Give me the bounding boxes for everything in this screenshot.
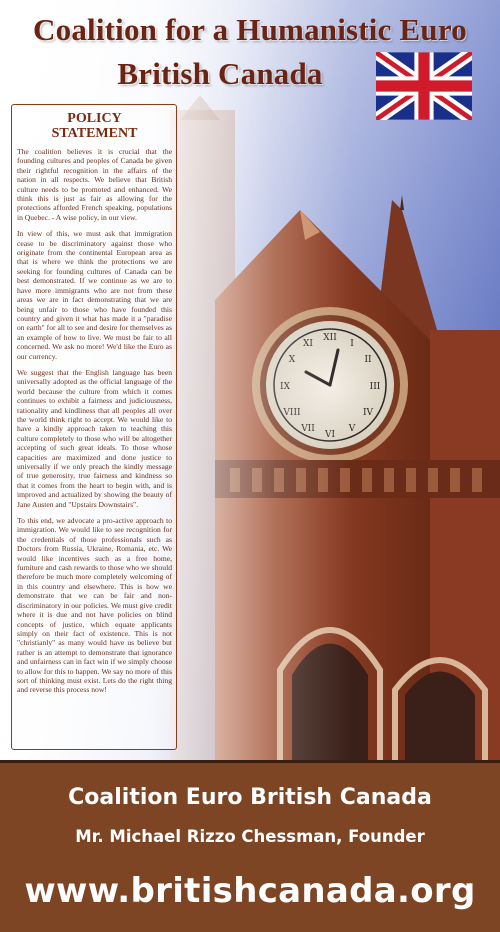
footer-founder-line: Mr. Michael Rizzo Chessman, Founder	[75, 827, 425, 846]
statement-paragraph-2: In view of this, we must ask that immigration cease to be discriminatory against those who originate from the continental European area as that is where we think the protections we are seeking for founding cultures of Canada can be best demonstrated. If we continue as we are to have more immigrants who are not from these areas we are in fact demonstrating that we are being unfair to those who have founded this country and given it what has made it a "paradise on earth" for all to see and desire for themselves as an example of how to live. We must be fair to all concerned. We ask no more! We'd like the Euro as our currency.	[17, 229, 172, 361]
heading-line-policy: POLICY	[67, 111, 122, 126]
website-url-link[interactable]: www.britishcanada.org	[24, 871, 476, 911]
footer-banner	[0, 760, 500, 932]
statement-paragraph-1: The coalition believes it is crucial that the founding cultures and peoples of Canada be given their rightful recognition in the affairs of the nation in all respects. We believe that British culture needs to be promoted and enhanced. We think this is just as fair as allowing for the protections afforded French speaking, populations in Quebec. - A wise policy, in our view.	[17, 147, 172, 222]
statement-paragraph-3: We suggest that the English language has been universally adopted as the official language of the world because the culture from which it comes continues to exhibit a fairness and judiciousness, rationality and kindliness that all peoples all over the world think right to accept. We would like to have a kindly approach taken to teaching this culture completely to those who will be altogether accepting of such great ideals. To those whose capacities are maximized and done justice to universally if we only preach the kindly message of true generosity, true fairness and kindness so that it comes from the heart to begin with, and is improved and actualized by showing the beauty of Jane Austen and "Upstairs Downstairs".	[17, 367, 172, 509]
title-line-1: Coalition for a Humanistic Euro	[33, 12, 467, 47]
union-jack-flag-icon	[376, 52, 472, 120]
title-line-2: British Canada	[117, 56, 323, 91]
heading-line-statement: STATEMENT	[51, 126, 138, 141]
footer-organization-name: Coalition Euro British Canada	[68, 785, 432, 810]
policy-statement-panel	[11, 104, 177, 750]
statement-paragraph-4: To this end, we advocate a pro-active approach to immigration. We would like to see recognition for the credentials of those professionals such as Doctors from Russia, Ukraine, Romania, etc. We would like incentives such as a free home, furniture and cash rewards to those who we should therefore be much more completely welcoming of in this country and elsewhere. This is how we demonstrate that we can be fair and non-discriminatory in our policies. We must give credit where it is due and not have policies on blind concepts of justice, which equate applicants simply on their fact of existence. This is not "christianly" as many would have us believe but rather is an attempt to demonstrate that ignorance and unfairness can in fact win if we simply choose to allow for this to happen. We say no more of this sort of thinking must exist. Lets do the right thing and reverse this process now!	[17, 516, 172, 695]
policy-statement-heading	[17, 111, 172, 141]
